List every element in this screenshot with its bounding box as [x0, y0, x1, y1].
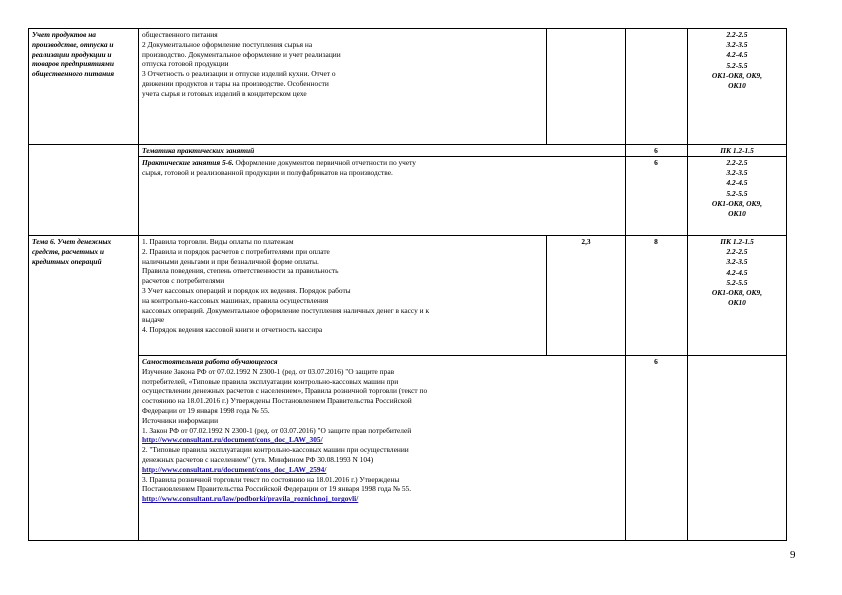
code: 2.2-2.5	[726, 247, 748, 257]
content-line: движении продуктов и тары на производстве. Особенности	[142, 78, 329, 88]
sources-heading: Источники информации	[142, 415, 219, 425]
content-line: на контрольно-кассовых машинах, правила осуществления	[142, 295, 329, 305]
code: 5.2-5.5	[726, 188, 748, 198]
self-study-content	[142, 357, 624, 504]
code: ОК10	[728, 298, 746, 308]
content-line: расчетов с потребителями	[142, 276, 225, 286]
row4-topic: Тема 6. Учет денежных средств, расчетных и кредитных операций	[32, 237, 112, 266]
row3-competency-codes	[689, 158, 785, 219]
code: 4.2-4.5	[726, 267, 748, 277]
content-line: 2. Правила и порядок расчетов с потребителями при оплате	[142, 246, 330, 256]
col-line	[546, 28, 547, 145]
code: 5.2-5.5	[726, 60, 748, 70]
content-line: 1. Правила торговли. Виды оплаты по платежам	[142, 237, 294, 246]
practical-line-1	[142, 158, 624, 168]
code: 5.2-5.5	[726, 277, 748, 287]
content-line: 3 Учет кассовых операций и порядок их ведения. Порядок работы	[142, 285, 351, 295]
row-line	[28, 28, 787, 29]
col-line	[138, 28, 139, 541]
row4-hours: 8	[654, 237, 658, 246]
code: 4.2-4.5	[726, 50, 748, 60]
col-line	[28, 28, 29, 541]
content-line: состоянию на 18.01.2016 г.) Утверждены Постановлением Правительства Российской	[142, 396, 412, 406]
content-line: денежных расчетов с населением" (утв. Минфином РФ 30.08.1993 N 104)	[142, 454, 374, 464]
code: 2.2-2.5	[726, 158, 748, 167]
practical-topics-title: Тематика практических занятий	[142, 146, 255, 155]
code: ОК10	[728, 81, 746, 91]
col-line	[625, 28, 626, 541]
code: 3.2-3.5	[726, 168, 748, 178]
code: 2.2-2.5	[726, 30, 748, 39]
content-line: 1. Закон РФ от 07.02.1992 N 2300-1 (ред. от 03.07.2016) "О защите прав потребителей	[142, 425, 412, 435]
content-line: 4. Порядок ведения кассовой книги и отчетность кассира	[142, 325, 323, 335]
row-line	[138, 355, 787, 356]
row2-competency-codes	[689, 146, 785, 156]
content-line: 2. "Типовые правила эксплуатации контрольно-кассовых машин при осуществлении	[142, 445, 409, 455]
source-link-1[interactable]: http://www.consultant.ru/document/cons_doc_LAW_305/	[142, 435, 323, 445]
col-line	[687, 28, 688, 541]
self-study-title: Самостоятельная работа обучающегося	[142, 357, 278, 366]
practical-text-first: Оформление документов первичной отчетности по учету	[233, 158, 417, 167]
code: ОК1-ОК8, ОК9,	[711, 198, 763, 208]
content-line: 3 Отчетность о реализации и отпуске изделий кухни. Отчет о	[142, 69, 336, 79]
practical-label: Практические занятия 5-6.	[142, 158, 234, 167]
content-line: Федерации от 19 января 1998 года № 55.	[142, 405, 270, 415]
row1-topic: Учет продуктов на производстве, отпуска и реализации продукции и товаров предприятиями общественного питания	[32, 30, 115, 79]
code: ОК1-ОК8, ОК9,	[711, 70, 763, 80]
content-line: наличными деньгами и при безналичной форме оплаты.	[142, 256, 319, 266]
row3-hours: 6	[654, 158, 658, 167]
code: ОК1-ОК8, ОК9,	[711, 288, 763, 298]
col-line	[786, 28, 787, 541]
content-line: производство. Документальное оформление и учет реализации	[142, 49, 341, 59]
content-line: общественного питания	[142, 30, 218, 39]
row4-content	[142, 237, 544, 335]
code: ПК 1.2-1.5	[720, 146, 754, 155]
practical-line-2: сырья, готовой и реализованной продукции и полуфабрикатов на производстве.	[142, 167, 393, 177]
code: 3.2-3.5	[726, 257, 748, 267]
code: 3.2-3.5	[726, 40, 748, 50]
content-line: отпуска готовой продукции	[142, 59, 229, 69]
row-line	[28, 235, 787, 236]
content-line: 3. Правила розничной торговли текст по состоянию на 18.01.2016 г.) Утверждены	[142, 474, 400, 484]
content-line: выдаче	[142, 315, 165, 325]
content-line: осуществлении денежных расчетов с населением», Правила розничной торговли (текст по	[142, 386, 428, 396]
row1-competency-codes	[689, 30, 785, 91]
code: 4.2-4.5	[726, 178, 748, 188]
practical-lessons-text	[142, 158, 624, 178]
row5-hours: 6	[654, 357, 658, 366]
content-line: Изучение Закона РФ от 07.02.1992 N 2300-1 (ред. от 03.07.2016) "О защите прав	[142, 366, 395, 376]
content-line: 2 Документальное оформление поступления сырья на	[142, 39, 313, 49]
code: ПК 1.2-1.5	[720, 237, 754, 246]
source-link-2[interactable]: http://www.consultant.ru/document/cons_doc_LAW_2594/	[142, 464, 327, 474]
row-line	[28, 540, 787, 541]
row-line	[28, 144, 787, 145]
content-line: кассовых операций. Документальное оформление поступления наличных денег в кассу и к	[142, 305, 430, 315]
source-link-3[interactable]: http://www.consultant.ru/law/podborki/pravila_roznichnoj_torgovli/	[142, 494, 359, 504]
col-line	[546, 235, 547, 356]
row1-content	[142, 30, 544, 99]
content-line: Постановлением Правительства Российской Федерации от 19 января 1998 года № 55.	[142, 484, 412, 494]
content-line: учета сырья и готовых изделий в кондитерском цехе	[142, 88, 307, 98]
row2-hours: 6	[654, 146, 658, 155]
content-line: Правила поведения, степень ответственности за правильность	[142, 266, 339, 276]
row4-level: 2,3	[581, 237, 591, 246]
code: ОК10	[728, 209, 746, 219]
content-line: потребителей, «Типовые правила эксплуатации контрольно-кассовых машин при	[142, 376, 399, 386]
page-number: 9	[790, 549, 796, 561]
row4-competency-codes	[689, 237, 785, 308]
